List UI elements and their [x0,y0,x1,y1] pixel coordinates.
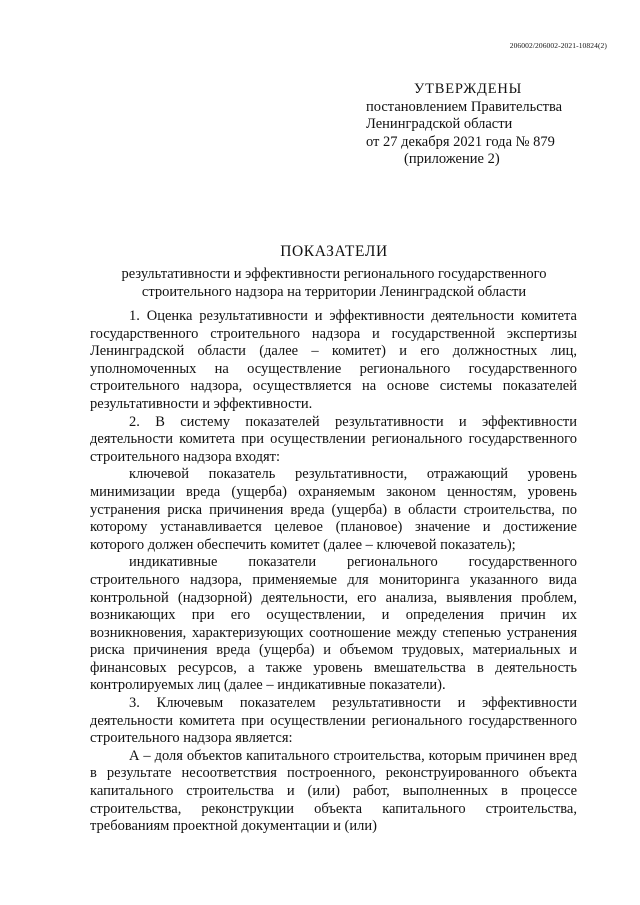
document-title: ПОКАЗАТЕЛИ [280,243,388,260]
approval-line-1: постановлением Правительства [366,98,563,115]
approval-stamp [366,81,616,169]
paragraph-indicative-indicators: индикативные показатели регионального государственного строительного надзора, применяемые для мониторинга указанного вида контрольной (надзорной) деятельности, его анализа, выявления проблем, возникающих при его осуществлении, и определения причин их возникновения, характеризующих соотношение между степенью устранения риска причинения вреда (ущерба) и объемом трудовых, материальных и финансовых ресурсов, а также уровень вмешательства в деятельность контролируемых лиц (далее – индикативные показатели). [90,554,577,694]
paragraph-3: 3. Ключевым показателем результативности и эффективности деятельности комитета при осуществлении регионального государственного строительного надзора является: [90,695,577,747]
document-registration-number: 206002/206002-2021-10824(2) [509,41,607,50]
paragraph-key-indicator: ключевой показатель результативности, отражающий уровень минимизации вреда (ущерба) охраняемым законом ценностям, уровень устранения риска причинения вреда (ущерба) в области строительства, по которому устанавливается целевое (плановое) значение и достижение которого должен обеспечить комитет (далее – ключевой показатель); [90,466,577,553]
paragraph-1: 1. Оценка результативности и эффективности деятельности комитета государственного строительного надзора и государственной экспертизы Ленинградской области (далее – комитет) и его должностных лиц, уполномоченных на осуществление регионального государственного строительного надзора, осуществляется на основе системы показателей результативности и эффективности. [90,308,577,412]
approval-title: УТВЕРЖДЕНЫ [414,81,523,97]
approval-line-2: Ленинградской области [366,116,513,133]
paragraph-formula-a: А – доля объектов капитального строительства, которым причинен вред в результате несоответствия построенного, реконструированного объекта капитального строительства и (или) работ, выполненных в процессе строительства, реконструкции объекта капитального строительства, требованиям проектной документации и (или) [90,747,577,835]
paragraph-2: 2. В систему показателей результативности и эффективности деятельности комитета при осуществлении регионального государственного строительного надзора входят: [90,413,577,465]
approval-line-4: (приложение 2) [404,151,500,168]
document-heading [90,243,578,301]
approval-line-3: от 27 декабря 2021 года № 879 [366,133,555,150]
document-body [90,308,577,836]
document-subtitle: результативности и эффективности регионального государственного строительного надзора на территории Ленинградской области [121,266,547,300]
